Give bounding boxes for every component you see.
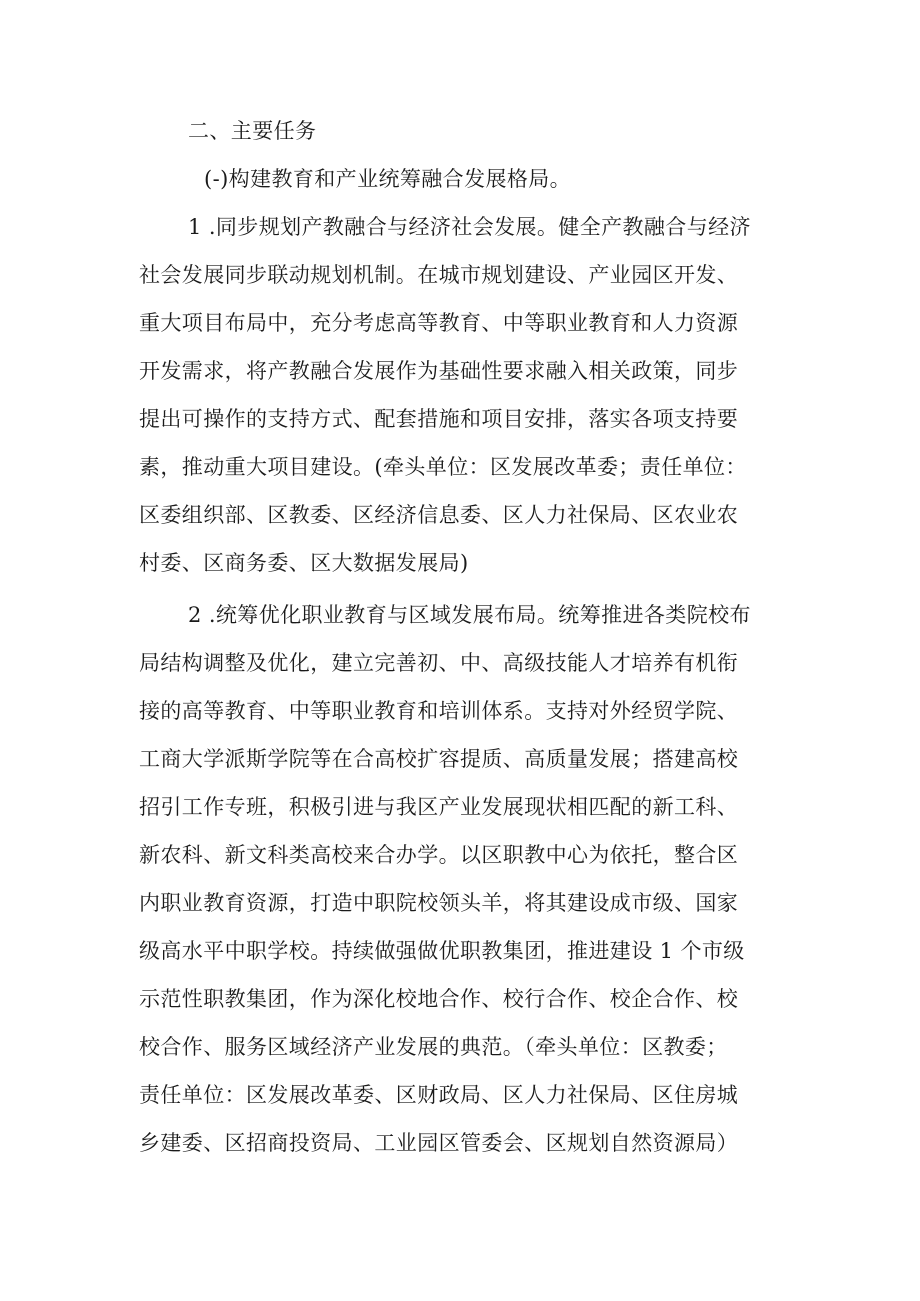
paragraph-line: 接的高等教育、中等职业教育和培训体系。支持对外经贸学院、 bbox=[139, 699, 739, 723]
paragraph-line: 提出可操作的支持方式、配套措施和项目安排，落实各项支持要 bbox=[139, 407, 739, 431]
paragraph-line: 校合作、服务区域经济产业发展的典范。（牵头单位：区教委； bbox=[139, 1035, 728, 1059]
paragraph-line: 级高水平中职学校。持续做强做优职教集团，推进建设 1 个市级 bbox=[139, 939, 745, 963]
paragraph-line: 1 .同步规划产教融合与经济社会发展。健全产教融合与经济 bbox=[188, 215, 751, 239]
paragraph-line: 素，推动重大项目建设。(牵头单位：区发展改革委；责任单位： bbox=[139, 455, 747, 479]
paragraph-line: 示范性职教集团，作为深化校地合作、校行合作、校企合作、校 bbox=[139, 987, 739, 1011]
subsection-heading: (-)构建教育和产业统筹融合发展格局。 bbox=[204, 167, 572, 191]
paragraph-line: 乡建委、区招商投资局、工业园区管委会、区规划自然资源局） bbox=[139, 1131, 739, 1155]
paragraph-line: 区委组织部、区教委、区经济信息委、区人力社保局、区农业农 bbox=[139, 503, 739, 527]
paragraph-line: 村委、区商务委、区大数据发展局) bbox=[139, 551, 469, 575]
paragraph-line: 社会发展同步联动规划机制。在城市规划建设、产业园区开发、 bbox=[139, 263, 739, 287]
paragraph-line: 局结构调整及优化，建立完善初、中、高级技能人才培养有机衔 bbox=[139, 651, 739, 675]
section-heading: 二、主要任务 bbox=[188, 119, 317, 143]
paragraph-line: 开发需求，将产教融合发展作为基础性要求融入相关政策，同步 bbox=[139, 359, 739, 383]
paragraph-line: 新农科、新文科类高校来合办学。以区职教中心为依托，整合区 bbox=[139, 843, 739, 867]
paragraph-line: 招引工作专班，积极引进与我区产业发展现状相匹配的新工科、 bbox=[139, 795, 739, 819]
paragraph-line: 责任单位：区发展改革委、区财政局、区人力社保局、区住房城 bbox=[139, 1083, 739, 1107]
paragraph-line: 2 .统筹优化职业教育与区域发展布局。统筹推进各类院校布 bbox=[188, 603, 751, 627]
paragraph-line: 重大项目布局中，充分考虑高等教育、中等职业教育和人力资源 bbox=[139, 311, 739, 335]
paragraph-line: 工商大学派斯学院等在合高校扩容提质、高质量发展；搭建高校 bbox=[139, 747, 739, 771]
paragraph-line: 内职业教育资源，打造中职院校领头羊，将其建设成市级、国家 bbox=[139, 891, 739, 915]
